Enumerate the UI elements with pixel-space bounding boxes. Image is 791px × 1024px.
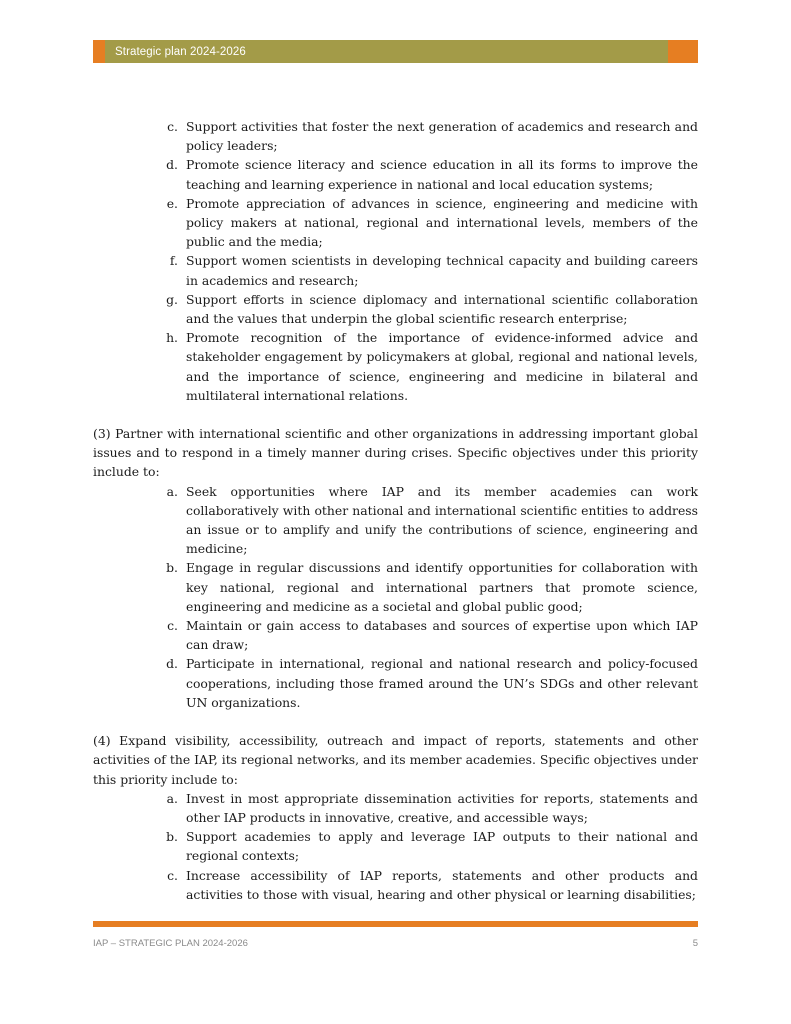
list-marker: c. xyxy=(167,119,178,134)
header-accent-right xyxy=(668,40,698,63)
list-item-text: Increase accessibility of IAP reports, statements and other products and activities to those with visual, hearing and other physical or learning disabilities; xyxy=(186,867,698,902)
list-item-text: Maintain or gain access to databases and sources of expertise upon which IAP can draw; xyxy=(186,618,698,653)
list-item-text: Support efforts in science diplomacy and international scientific collaboration and the values that underpin the global scientific research enterprise; xyxy=(186,291,698,327)
footer-bar xyxy=(93,921,698,927)
page-header-bar xyxy=(93,40,698,63)
spacer xyxy=(93,712,698,731)
header-accent-left xyxy=(93,40,105,63)
list-item-text: Participate in international, regional and national research and policy-focused cooperations, including those framed around the UN’s SDGs and other relevant UN organizations. xyxy=(186,656,698,710)
list-item-text: Promote recognition of the importance of evidence-informed advice and stakeholder engagement by policymakers at global, regional and national levels, and the importance of science, engineering and medicine in bilateral and multilateral international relations. xyxy=(186,330,698,403)
priority-3-intro: (3) Partner with international scientific and other organizations in addressing important global issues and to respond in a timely manner during crises. Specific objectives under this priority include to: xyxy=(93,426,698,480)
page-number: 5 xyxy=(692,938,698,949)
list-item xyxy=(93,328,698,405)
list-item xyxy=(93,866,698,904)
list-item xyxy=(93,194,698,252)
list-marker: c. xyxy=(167,867,178,883)
list-item xyxy=(93,654,698,712)
spacer xyxy=(93,405,698,424)
priority-3-list xyxy=(93,482,698,712)
list-item xyxy=(93,616,698,654)
list-marker: g. xyxy=(166,291,178,307)
list-item-text: Seek opportunities where IAP and its member academies can work collaboratively with other national and international scientific entities to address an issue or to amplify and unify the contributions of science, engineering and medicine; xyxy=(186,483,698,557)
list-item xyxy=(93,155,698,193)
list-item xyxy=(93,482,698,559)
page-content xyxy=(93,117,698,904)
list-item-text: Support academies to apply and leverage IAP outputs to their national and regional contexts; xyxy=(186,829,698,864)
header-title: Strategic plan 2024-2026 xyxy=(115,45,246,58)
list-marker: a. xyxy=(166,790,178,806)
list-item xyxy=(93,117,698,155)
list-item-text: Support women scientists in developing technical capacity and building careers in academics and research; xyxy=(186,253,698,288)
list-item xyxy=(93,558,698,616)
list-marker: f. xyxy=(169,253,178,269)
list-item xyxy=(93,290,698,328)
list-item xyxy=(93,827,698,865)
list-item xyxy=(93,251,698,289)
list-marker: e. xyxy=(166,195,178,211)
list-item-text: Invest in most appropriate dissemination activities for reports, statements and other IAP products in innovative, creative, and accessible ways; xyxy=(186,790,698,825)
priority-4-intro: (4) Expand visibility, accessibility, outreach and impact of reports, statements and other activities of the IAP, its regional networks, and its member academies. Specific objectives under this priority include to: xyxy=(93,733,698,787)
list-item xyxy=(93,789,698,827)
list-marker: d. xyxy=(166,157,178,173)
list-item-text: Promote science literacy and science education in all its forms to improve the teaching and learning experience in national and local education systems; xyxy=(186,157,698,192)
list-marker: h. xyxy=(166,330,178,346)
list-marker: a. xyxy=(166,483,178,499)
footer-document-title: IAP – STRATEGIC PLAN 2024-2026 xyxy=(93,938,248,949)
priority-4-list xyxy=(93,789,698,904)
list-item-text: Support activities that foster the next generation of academics and research and policy leaders; xyxy=(186,119,698,154)
list-marker: b. xyxy=(166,829,178,845)
list-marker: c. xyxy=(167,618,178,634)
list-marker: d. xyxy=(166,656,178,672)
list-item-text: Engage in regular discussions and identify opportunities for collaboration with key national, regional and international partners that promote science, engineering and medicine as a societal and global public good; xyxy=(186,560,698,614)
list-marker: b. xyxy=(166,560,178,576)
list-continued xyxy=(93,117,698,405)
list-item-text: Promote appreciation of advances in science, engineering and medicine with policy makers at national, regional and international levels, members of the public and the media; xyxy=(186,195,698,250)
